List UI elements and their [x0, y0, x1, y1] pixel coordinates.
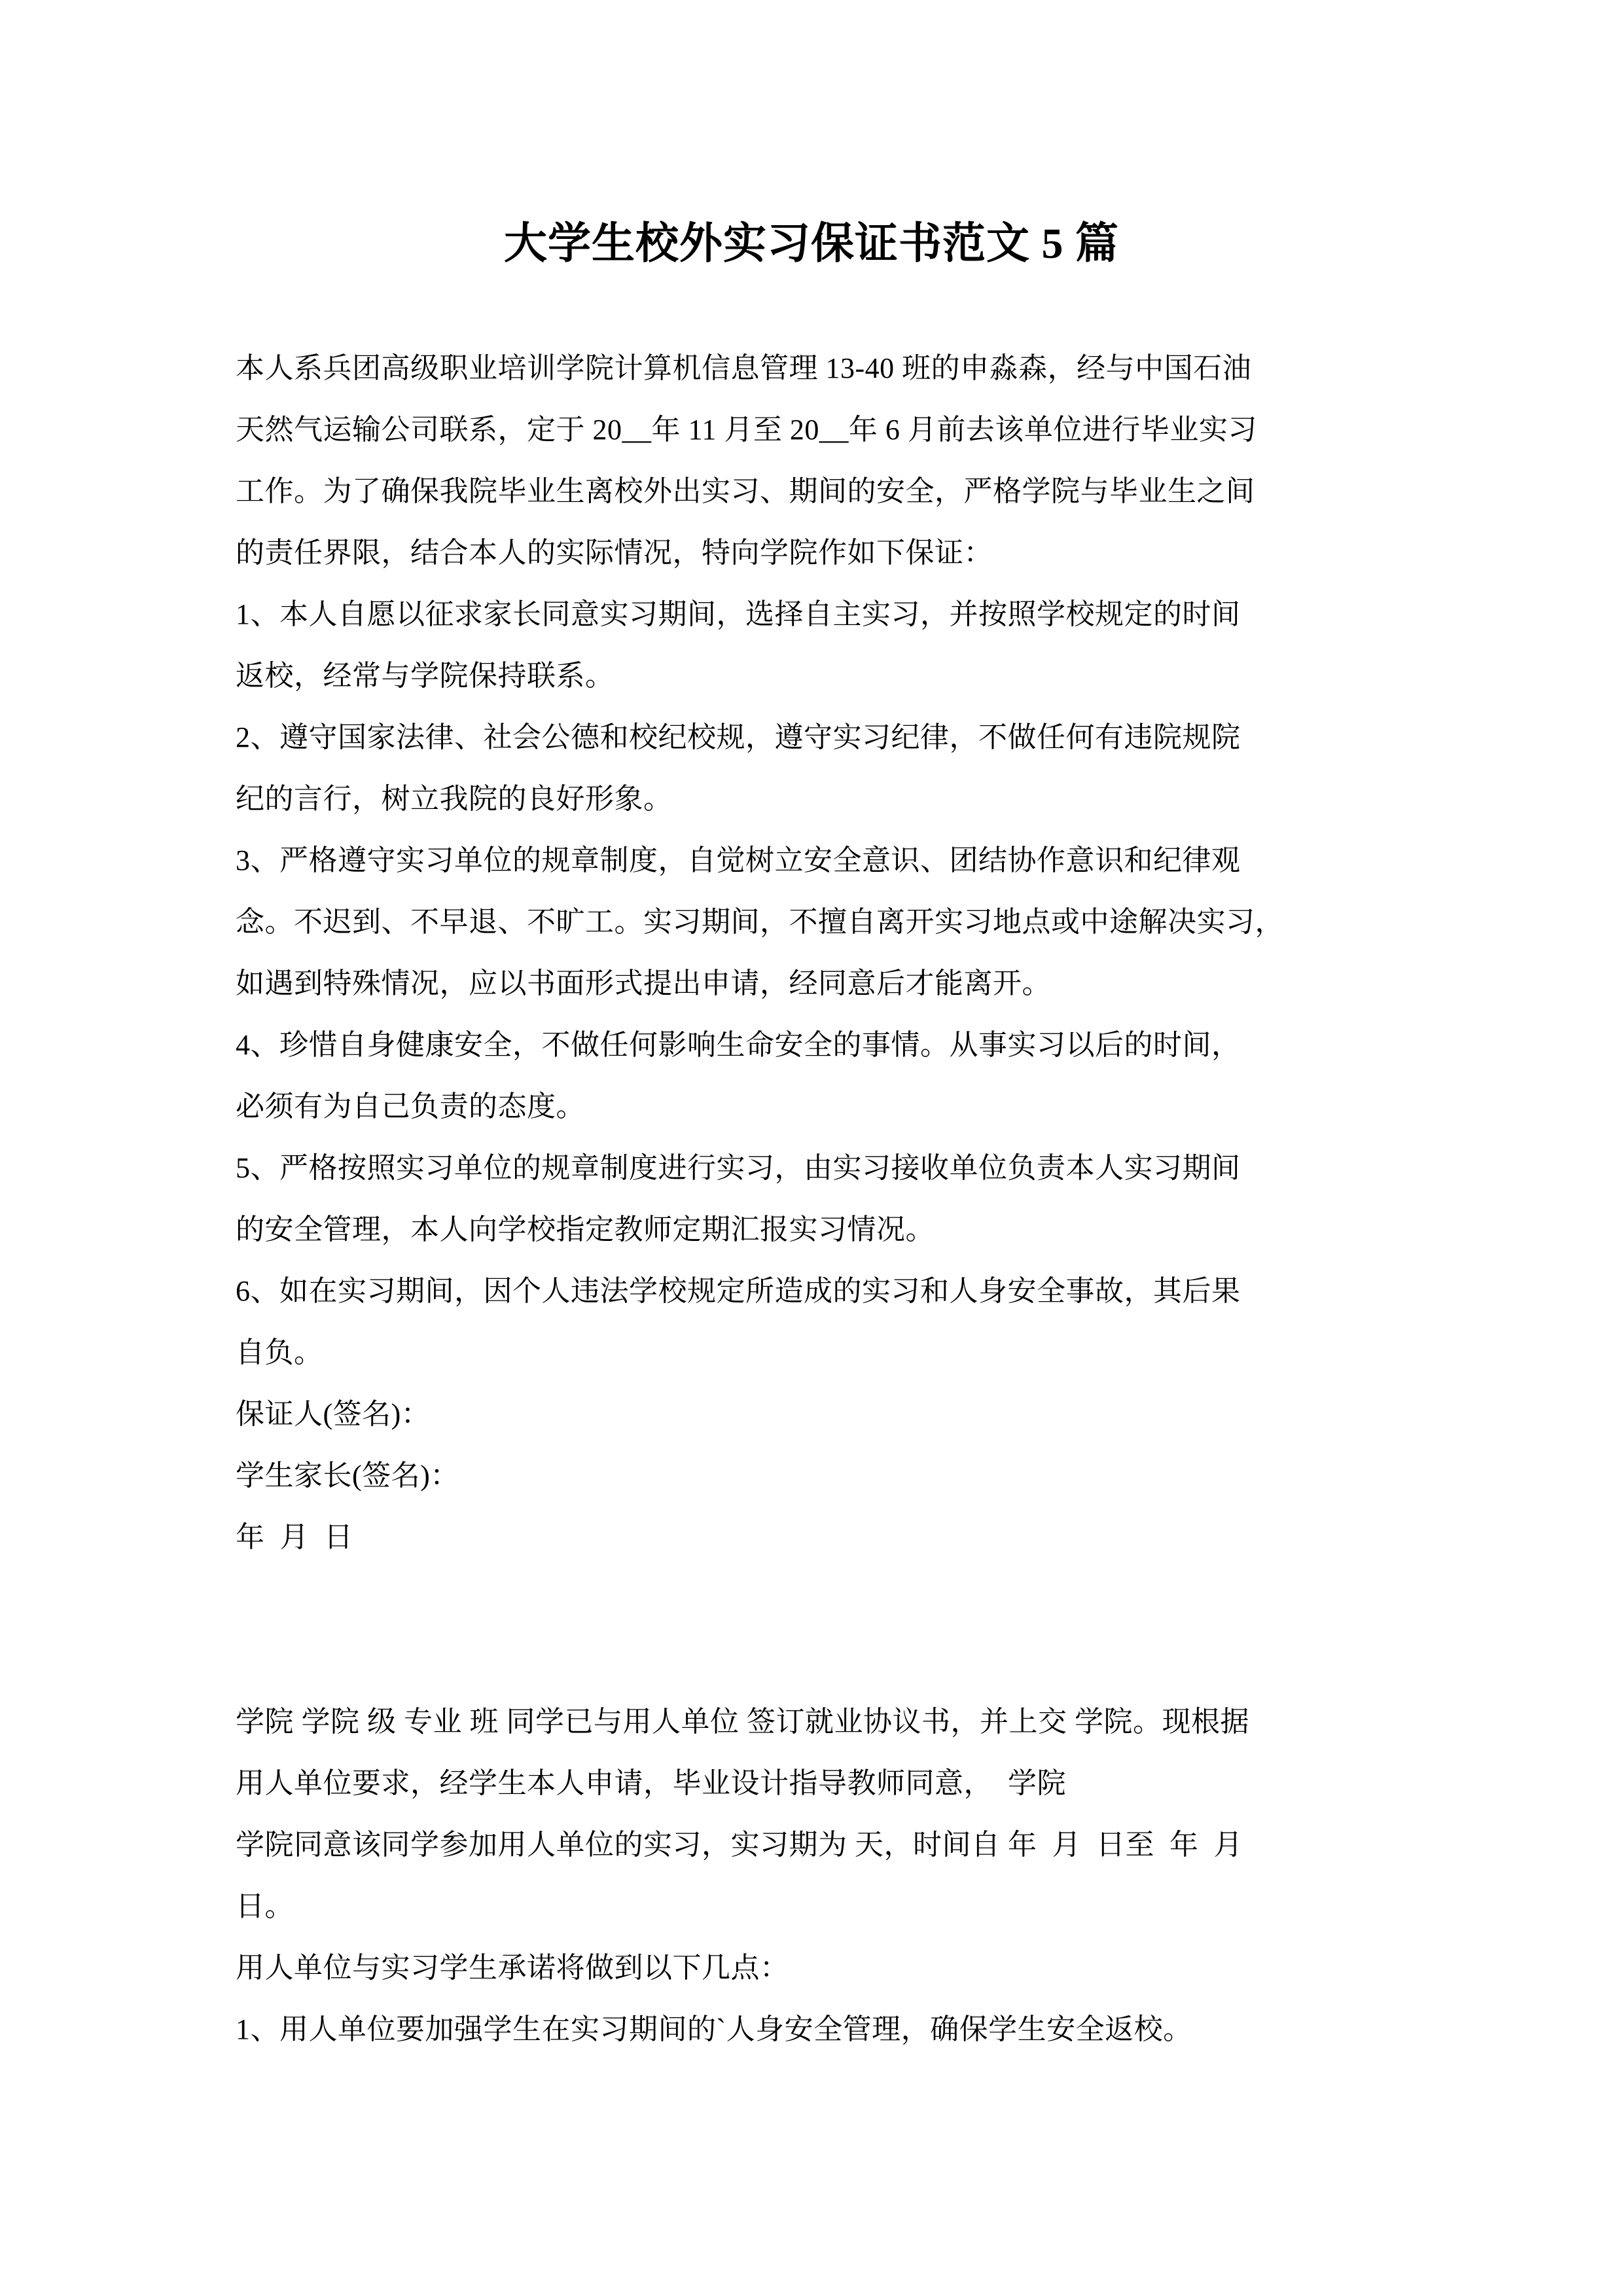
- body-line: 念。不迟到、不早退、不旷工。实习期间，不擅自离开实习地点或中途解决实习，: [236, 906, 1284, 938]
- signature-line-guarantor: 保证人(签名)：: [236, 1398, 431, 1430]
- body-line: 的安全管理，本人向学校指定教师定期汇报实习情况。: [236, 1213, 935, 1246]
- body-line: 4、珍惜自身健康安全，不做任何影响生命安全的事情。从事实习以后的时间，: [236, 1029, 1241, 1061]
- body-line: 3、严格遵守实习单位的规章制度，自觉树立安全意识、团结协作意识和纪律观: [236, 844, 1241, 876]
- body-line: 必须有为自己负责的态度。: [236, 1090, 585, 1122]
- body-line: 如遇到特殊情况，应以书面形式提出申请，经同意后才能离开。: [236, 967, 1051, 999]
- body-line: 学院同意该同学参加用人单位的实习，实习期为 天，时间自 年 月 日至 年 月: [236, 1829, 1243, 1861]
- body-line: 用人单位与实习学生承诺将做到以下几点：: [236, 1952, 789, 1984]
- document-body: [236, 338, 1387, 2060]
- body-line: 用人单位要求，经学生本人申请，毕业设计指导教师同意， 学院: [236, 1767, 1066, 1799]
- body-line: 日。: [236, 1890, 294, 1922]
- body-line: 天然气运输公司联系，定于 20__年 11 月至 20__年 6 月前去该单位进行毕业实习: [236, 414, 1257, 446]
- signature-date-line: 年 月 日: [236, 1521, 353, 1553]
- body-line: 5、严格按照实习单位的规章制度进行实习，由实习接收单位负责本人实习期间: [236, 1152, 1241, 1184]
- blank-line: [236, 1630, 1387, 1691]
- body-line: 2、遵守国家法律、社会公德和校纪校规，遵守实习纪律，不做任何有违院规院: [236, 721, 1241, 753]
- blank-line: [236, 1568, 1387, 1630]
- body-line: 1、用人单位要加强学生在实习期间的`人身安全管理，确保学生安全返校。: [236, 2013, 1192, 2045]
- body-line: 工作。为了确保我院毕业生离校外出实习、期间的安全，严格学院与毕业生之间: [236, 475, 1255, 507]
- body-line: 纪的言行，树立我院的良好形象。: [236, 783, 673, 815]
- body-line: 6、如在实习期间，因个人违法学校规定所造成的实习和人身安全事故，其后果: [236, 1275, 1241, 1307]
- signature-line-parent: 学生家长(签名)：: [236, 1460, 459, 1492]
- body-line: 的责任界限，结合本人的实际情况，特向学院作如下保证：: [236, 537, 993, 569]
- body-line: 自负。: [236, 1336, 323, 1369]
- body-line: 本人系兵团高级职业培训学院计算机信息管理 13-40 班的申淼森，经与中国石油: [236, 352, 1252, 384]
- page-title: 大学生校外实习保证书范文 5 篇: [504, 220, 1119, 268]
- body-line: 返校，经常与学院保持联系。: [236, 660, 615, 692]
- body-line: 学院 学院 级 专业 班 同学已与用人单位 签订就业协议书，并上交 学院。现根据: [236, 1706, 1249, 1738]
- body-line: 1、本人自愿以征求家长同意实习期间，选择自主实习，并按照学校规定的时间: [236, 598, 1241, 630]
